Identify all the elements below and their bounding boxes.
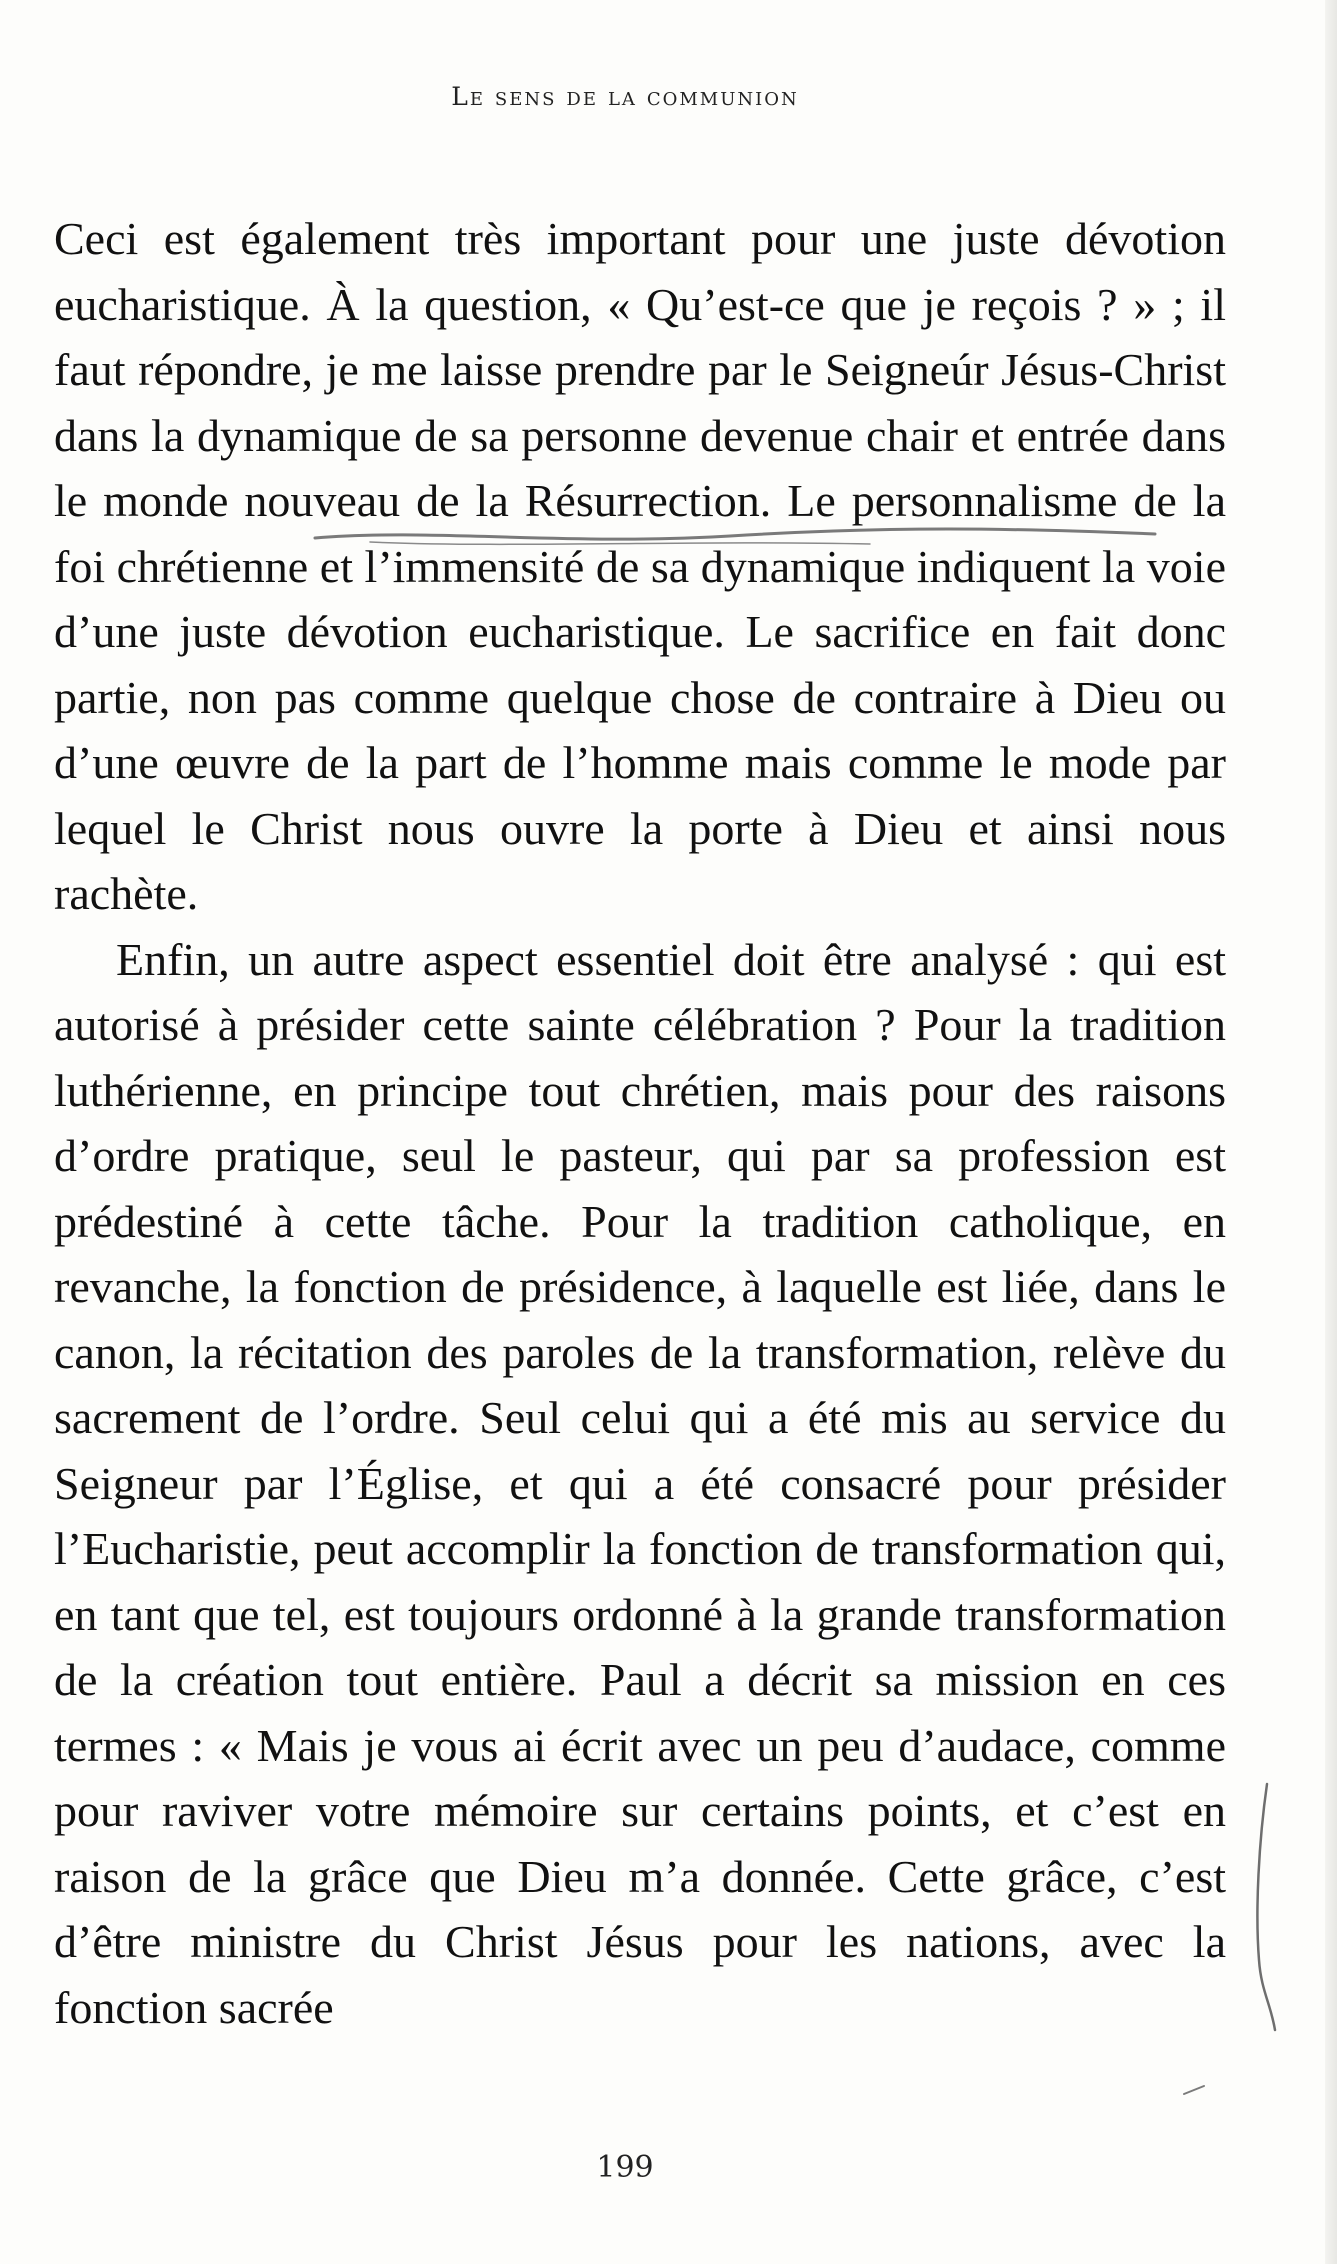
page-number: 199 [596,2150,654,2185]
running-title: Le sens de la communion [451,82,799,111]
paragraph-1: Ceci est également très important pour une juste dévotion eucharistique. À la question, « Qu’est-ce que je reçois ? » ; il faut répondre, je me laisse prendre par le Seigneúr Jésus-Christ dans la dynamique de sa personne devenue chair et entrée dans le monde nouveau de la Résurrection. Le personnalisme de la foi chrétienne et l’immensité de sa dynamique indiquent la voie d’une juste dévotion eucharistique. Le sacrifice en fait donc partie, non pas comme quelque chose de contraire à Dieu ou d’une œuvre de la part de l’homme mais comme le mode par lequel le Christ nous ouvre la porte à Dieu et ainsi nous rachète. [54,213,1226,919]
pencil-stray-mark [1180,2080,1210,2100]
pencil-margin-bracket [1245,1780,1285,2040]
page-edge-shadow [1325,0,1337,2264]
body-text [54,206,1226,2040]
paragraph-2: Enfin, un autre aspect essentiel doit être analysé : qui est autorisé à présider cette sainte célébration ? Pour la tradition luthérienne, en principe tout chrétien, mais pour des raisons d’ordre pratique, seul le pasteur, qui par sa profession est prédestiné à cette tâche. Pour la tradition catholique, en revanche, la fonction de présidence, à laquelle est liée, dans le canon, la récitation des paroles de la transformation, relève du sacrement de l’ordre. Seul celui qui a été mis au service du Seigneur par l’Église, et qui a été consacré pour présider l’Eucharistie, peut accomplir la fonction de transformation qui, en tant que tel, est toujours ordonné à la grande transformation de la création tout entière. Paul a décrit sa mission en ces termes : « Mais je vous ai écrit avec un peu d’audace, comme pour raviver votre mémoire sur certains points, et c’est en raison de la grâce que Dieu m’a donnée. Cette grâce, c’est d’être ministre du Christ Jésus pour les nations, avec la fonction sacrée [54,933,1226,2033]
pencil-underline [310,520,1160,550]
